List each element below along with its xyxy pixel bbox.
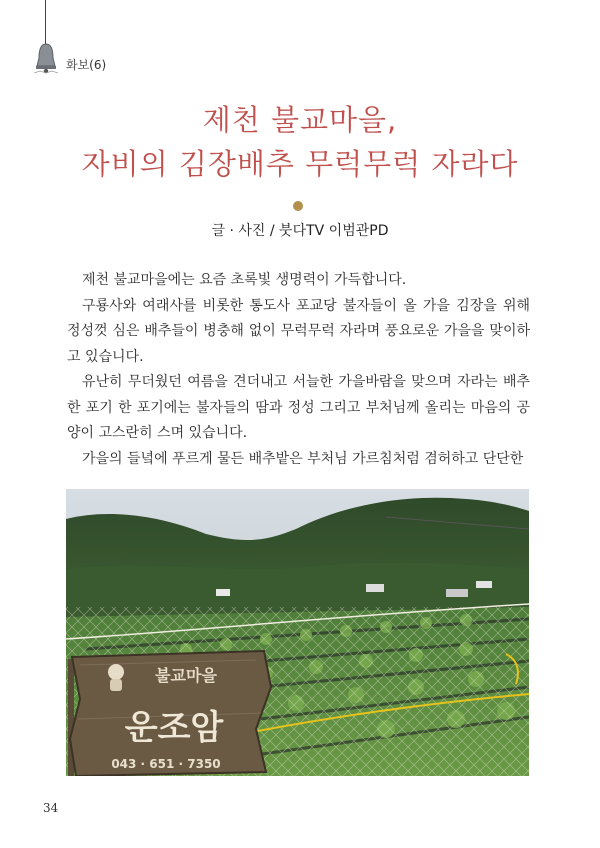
article-title bbox=[0, 98, 600, 186]
paragraph: 가을의 들녘에 푸르게 물든 배추밭은 부처님 가르침처럼 겸허하고 단단한 bbox=[82, 450, 524, 467]
divider-dot bbox=[293, 201, 303, 211]
page-number: 34 bbox=[43, 801, 59, 815]
bell-icon bbox=[34, 42, 58, 74]
byline: 글 · 사진 / 붓다TV 이범관PD bbox=[211, 223, 389, 239]
sign-top-text: 불교마을 bbox=[155, 666, 217, 685]
paragraph: 구룡사와 여래사를 비롯한 통도사 포교당 불자들이 올 가을 김장을 위해 정성껏 심은 배추들이 병충해 없이 무럭무럭 자라며 풍요로운 가을을 맞이하고 있습니다. bbox=[67, 297, 530, 365]
cabbage-field-photo bbox=[66, 489, 529, 776]
paragraph: 제천 불교마을에는 요즘 초록빛 생명력이 가득합니다. bbox=[82, 272, 407, 288]
temple-sign bbox=[68, 651, 271, 776]
article-body bbox=[67, 268, 530, 472]
title-line-2: 자비의 김장배추 무럭무럭 자라다 bbox=[81, 147, 519, 181]
sign-phone-text: 043 · 651 · 7350 bbox=[111, 757, 221, 771]
section-label: 화보(6) bbox=[66, 58, 107, 72]
paragraph: 유난히 무더웠던 여름을 견더내고 서늘한 가을바람을 맞으며 자라는 배추 한 포기 한 포기에는 불자들의 땀과 정성 그리고 부처님께 올리는 마음의 공양이 고스란히 스며 있습니다. bbox=[67, 374, 530, 441]
bell-string bbox=[45, 0, 46, 46]
sign-main-text: 운조암 bbox=[124, 708, 224, 748]
title-line-1: 제천 불교마을, bbox=[202, 103, 398, 137]
